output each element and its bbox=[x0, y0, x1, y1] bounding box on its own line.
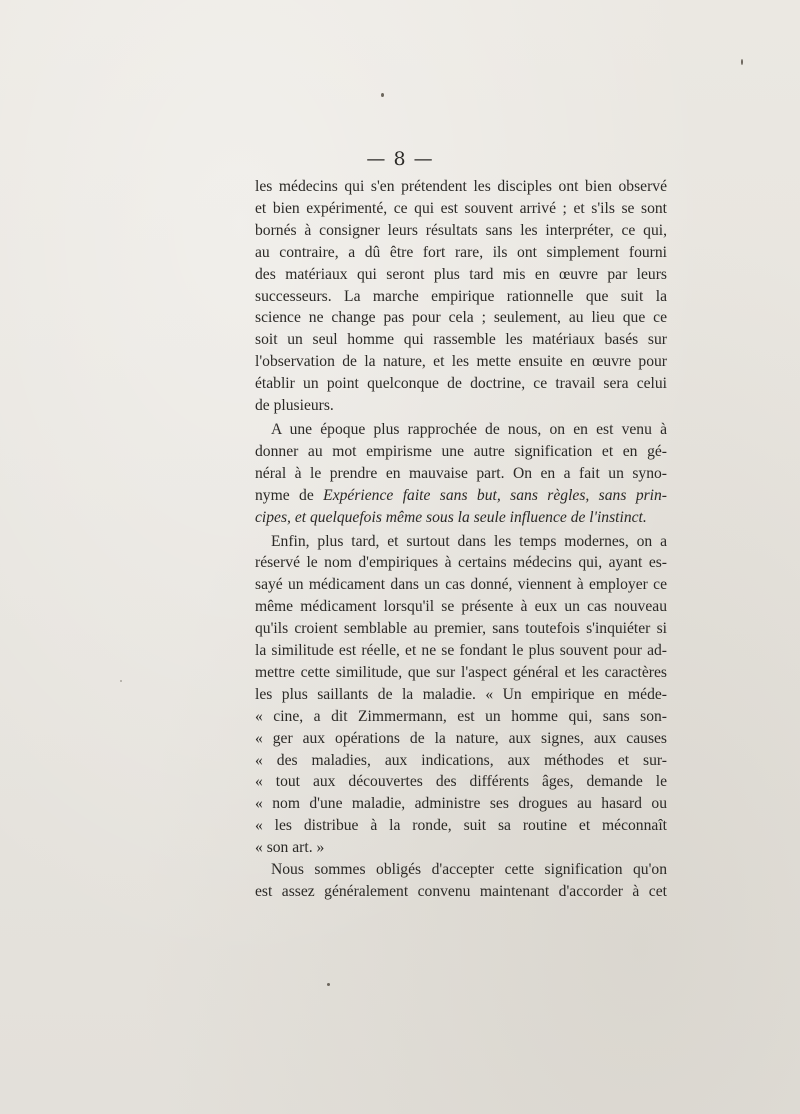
text-line bbox=[255, 507, 667, 529]
body-text bbox=[255, 176, 667, 903]
text-line: au contraire, a dû être fort rare, ils ont simplement fourni bbox=[255, 243, 667, 261]
paper-speck bbox=[381, 93, 384, 97]
text-line: donner au mot empirisme une autre signification et en gé- bbox=[255, 442, 667, 460]
text-line: qu'ils croient semblable au premier, sans toutefois s'inquiéter si bbox=[255, 620, 667, 638]
text-line: soit un seul homme qui rassemble les matériaux basés sur bbox=[255, 331, 667, 349]
paragraph bbox=[255, 859, 667, 903]
text-line: est assez généralement convenu maintenant d'accorder à cet bbox=[255, 883, 667, 900]
text-line bbox=[255, 485, 667, 507]
quote-line: « des maladies, aux indications, aux méthodes et sur- bbox=[255, 751, 667, 769]
text-line: sayé un médicament dans un cas donné, viennent à employer ce bbox=[255, 576, 667, 594]
text-line: néral à le prendre en mauvaise part. On en a fait un syno- bbox=[255, 464, 667, 482]
text-line: Enfin, plus tard, et surtout dans les temps modernes, on a bbox=[271, 532, 667, 550]
quote-line: « tout aux découvertes des différents âges, demande le bbox=[255, 773, 667, 791]
text-line: de plusieurs. bbox=[255, 397, 334, 415]
text-line: les médecins qui s'en prétendent les disciples ont bien observé bbox=[255, 178, 667, 195]
text-line: les plus saillants de la maladie. « Un empirique en méde- bbox=[255, 685, 667, 703]
quote-line: « ger aux opérations de la nature, aux signes, aux causes bbox=[255, 729, 667, 747]
quote-line: « son art. » bbox=[255, 839, 325, 857]
text-line: et bien expérimenté, ce qui est souvent arrivé ; et s'ils se sont bbox=[255, 199, 667, 217]
text-line: réservé le nom d'empiriques à certains médecins qui, ayant es- bbox=[255, 554, 667, 572]
text-line: même médicament lorsqu'il se présente à eux un cas nouveau bbox=[255, 598, 667, 616]
page-number: — 8 — bbox=[366, 148, 434, 170]
paper-speck bbox=[327, 983, 330, 986]
paragraph bbox=[255, 419, 667, 529]
text-line: A une époque plus rapprochée de nous, on en est venu à bbox=[271, 420, 667, 438]
text-line: successeurs. La marche empirique rationnelle que suit la bbox=[255, 287, 667, 305]
text-line: mettre cette similitude, que sur l'aspect général et les caractères bbox=[255, 663, 667, 681]
text-line: la similitude est réelle, et ne se fondant le plus souvent pour ad- bbox=[255, 642, 667, 660]
text-line: Nous sommes obligés d'accepter cette signification qu'on bbox=[271, 861, 667, 879]
quote-line: « nom d'une maladie, administre ses drogues au hasard ou bbox=[255, 795, 667, 813]
paragraph bbox=[255, 176, 667, 417]
paper-speck bbox=[120, 680, 122, 682]
paper-speck bbox=[741, 59, 743, 65]
text-line: des matériaux qui seront plus tard mis en œuvre par leurs bbox=[255, 265, 667, 283]
text-line: bornés à consigner leurs résultats sans les interpréter, ce qui, bbox=[255, 221, 667, 239]
text-line: l'observation de la nature, et les mette ensuite en œuvre pour bbox=[255, 353, 667, 371]
quote-line: « les distribue à la ronde, suit sa routine et méconnaît bbox=[255, 817, 667, 835]
text-span: nyme de bbox=[255, 486, 314, 504]
italic-text: cipes, et quelquefois même sous la seule influence de l'instinct. bbox=[255, 508, 647, 526]
quote-line: « cine, a dit Zimmermann, est un homme qui, sans son- bbox=[255, 707, 667, 725]
italic-text: Expérience faite sans but, sans règles, sans prin- bbox=[323, 486, 668, 504]
text-line: établir un point quelconque de doctrine, ce travail sera celui bbox=[255, 375, 667, 393]
text-line: science ne change pas pour cela ; seulement, au lieu que ce bbox=[255, 309, 667, 327]
paragraph bbox=[255, 531, 667, 860]
